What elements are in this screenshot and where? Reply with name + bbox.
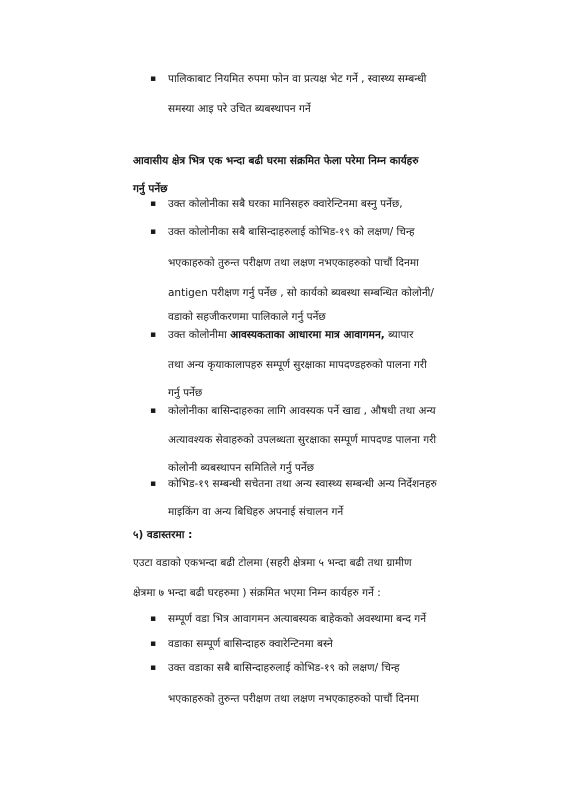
list-item: उक्त कोलोनीका सबै घरका मानिसहरु क्वारेन्टिनमा बस्नु पर्नेछ, — [168, 198, 403, 210]
list-item-text: उक्त कोलोनीमा — [168, 329, 231, 341]
list-item-cont: गर्नु पर्नेछ — [168, 387, 203, 399]
paragraph-line: एउटा वडाको एकभन्दा बढी टोलमा (सहरी क्षेत्रमा ५ भन्दा बढी तथा ग्रामीण — [133, 557, 412, 569]
list-item: कोभिड-१९ सम्बन्धी सचेतना तथा अन्य स्वास्थ्य सम्बन्धी अन्य निर्देशनहरु — [168, 478, 437, 490]
list-item-cont: माइकिंग वा अन्य बिधिहरु अपनाई संचालन गर्ने — [168, 506, 344, 518]
list-item: कोलोनीका बासिन्दाहरुका लागि आवस्यक पर्ने खाद्य , औषधी तथा अन्य — [168, 405, 436, 417]
list-item — [168, 328, 413, 342]
intro-line-1: पालिकाबाट नियमित रुपमा फोन वा प्रत्यक्ष भेट गर्ने , स्वास्थ्य सम्बन्धी — [168, 73, 427, 85]
bullet-marker: ▪ — [150, 663, 157, 673]
list-item: सम्पूर्ण वडा भित्र आवागमन अत्याबस्यक बाहेकको अवस्थामा बन्द गर्ने — [168, 613, 427, 625]
list-item-text: ब्यापार — [384, 329, 414, 341]
list-item-cont: अत्यावश्यक सेवाहरुको उपलब्धता सुरक्षाका सम्पूर्ण मापदण्ड पालना गरी — [168, 434, 437, 446]
list-item: वडाका सम्पूर्ण बासिन्दाहरु क्वारेन्टिनमा बस्ने — [168, 638, 333, 650]
bullet-marker: ▪ — [150, 330, 157, 340]
list-item-cont: भएकाहरुको तुरुन्त परीक्षण तथा लक्षण नभएकाहरुको पाचौं दिनमा — [168, 693, 419, 705]
list-item: उक्त कोलोनीका सबै बासिन्दाहरुलाई कोभिड-१९ को लक्षण/ चिन्ह — [168, 226, 415, 238]
intro-line-2: समस्या आइ परे उचित ब्यबस्थापन गर्ने — [168, 103, 311, 115]
list-item: उक्त वडाका सबै बासिन्दाहरुलाई कोभिड-१९ को लक्षण/ चिन्ह — [168, 662, 400, 674]
paragraph-line: क्षेत्रमा ७ भन्दा बढी घरहरुमा ) संक्रमित भएमा निम्न कार्यहरु गर्ने : — [133, 587, 381, 599]
list-item-cont: तथा अन्य कृयाकालापहरु सम्पूर्ण सुरक्षाका मापदण्डहरुको पालना गरी — [168, 359, 427, 371]
bullet-marker: ▪ — [150, 614, 157, 624]
list-item-cont: वडाको सहजीकरणमा पालिकाले गर्नु पर्नेछ — [168, 311, 326, 323]
subsection-heading: ५) वडास्तरमा : — [133, 529, 193, 541]
section-heading: आवासीय क्षेत्र भित्र एक भन्दा बढी घरमा संक्रमित फेला परेमा निम्न कार्यहरु — [133, 155, 419, 167]
emphasis-text: आवस्यकताका आधारमा मात्र आवागमन, — [230, 329, 385, 341]
bullet-marker: ▪ — [150, 74, 157, 84]
bullet-marker: ▪ — [150, 479, 157, 489]
list-item-cont: antigen परीक्षण गर्नु पर्नेछ , सो कार्यको ब्यबस्था सम्बन्धित कोलोनी/ — [168, 287, 434, 299]
list-item-cont: कोलोनी ब्यबस्थापन समितिले गर्नु पर्नेछ — [168, 462, 315, 474]
bullet-marker: ▪ — [150, 406, 157, 416]
bullet-marker: ▪ — [150, 639, 157, 649]
section-heading-cont: गर्नु पर्नेछ — [133, 183, 168, 195]
bullet-marker: ▪ — [150, 227, 157, 237]
list-item-cont: भएकाहरुको तुरुन्त परीक्षण तथा लक्षण नभएकाहरुको पाचौं दिनमा — [168, 257, 419, 269]
bullet-marker: ▪ — [150, 199, 157, 209]
